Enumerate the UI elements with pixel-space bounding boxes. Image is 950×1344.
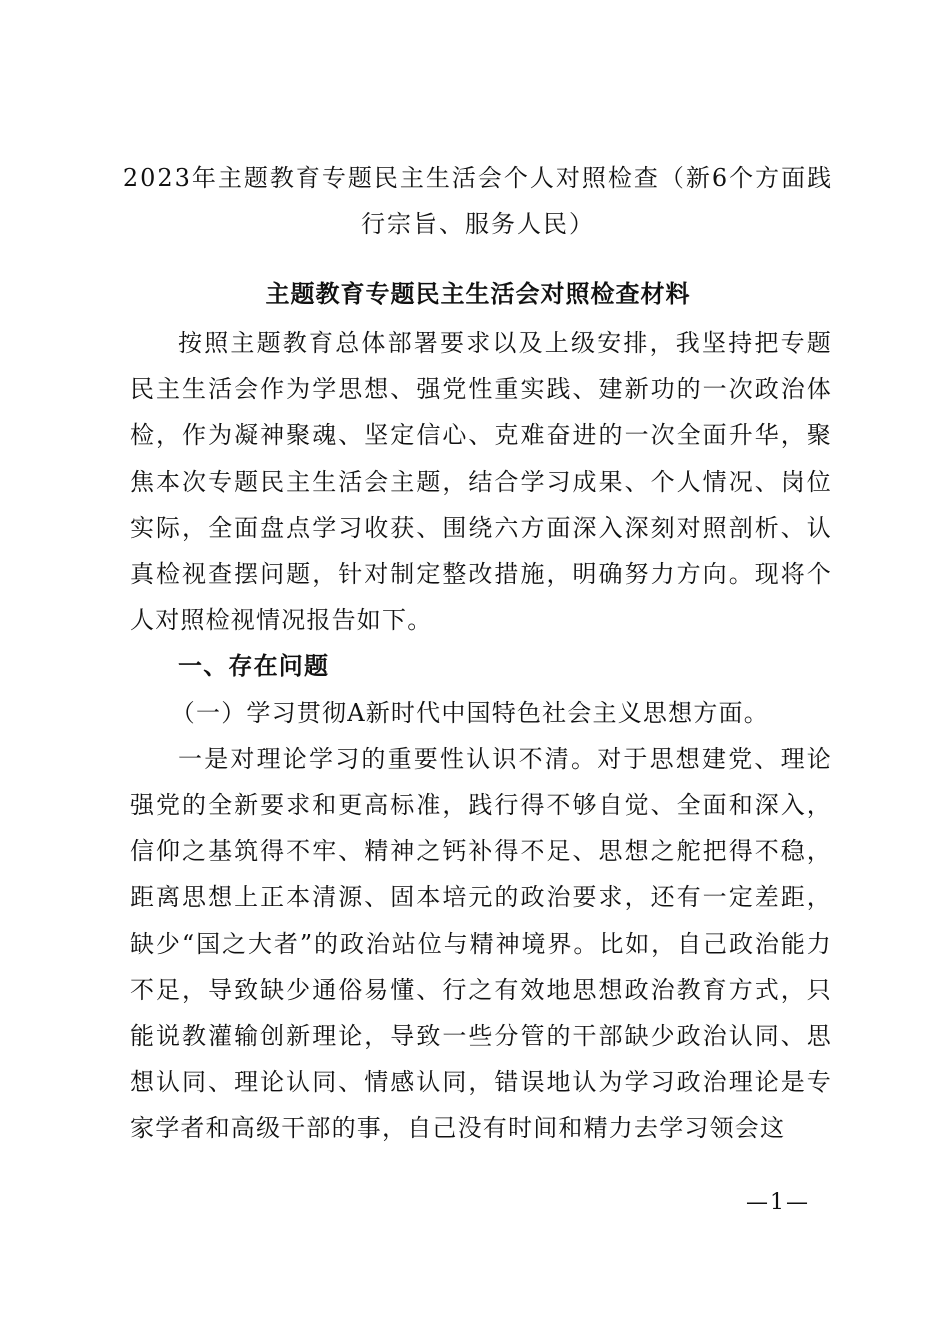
subsection-heading-study: （一）学习贯彻A新时代中国特色社会主义思想方面。 (170, 698, 769, 727)
document-title: 2023年主题教育专题民主生活会个人对照检查（新6个方面践行宗旨、服务人民） (122, 164, 834, 238)
document-body (130, 320, 832, 1152)
section-heading-problems: 一、存在问题 (178, 652, 330, 681)
document-subtitle: 主题教育专题民主生活会对照检查材料 (265, 279, 691, 308)
page-number: —1— (746, 1190, 810, 1215)
body-paragraph-theory: 一是对理论学习的重要性认识不清。对于思想建党、理论强党的全新要求和更高标准，践行得不够自觉、全面和深入，信仰之基筑得不牢、精神之钙补得不足、思想之舵把得不稳，距离思想上正本清源、固本培元的政治要求，还有一定差距，缺少“国之大者”的政治站位与精神境界。比如，自己政治能力不足，导致缺少通俗易懂、行之有效地思想政治教育方式，只能说教灌输创新理论，导致一些分管的干部缺少政治认同、思想认同、理论认同、情感认同，错误地认为学习政治理论是专家学者和高级干部的事，自己没有时间和精力去学习领会这 (130, 744, 832, 1143)
intro-paragraph: 按照主题教育总体部署要求以及上级安排，我坚持把专题民主生活会作为学思想、强党性重实践、建新功的一次政治体检，作为凝神聚魂、坚定信心、克难奋进的一次全面升华，聚焦本次专题民主生活会主题，结合学习成果、个人情况、岗位实际，全面盘点学习收获、围绕六方面深入深刻对照剖析、认真检视查摆问题，针对制定整改措施，明确努力方向。现将个人对照检视情况报告如下。 (130, 329, 832, 635)
